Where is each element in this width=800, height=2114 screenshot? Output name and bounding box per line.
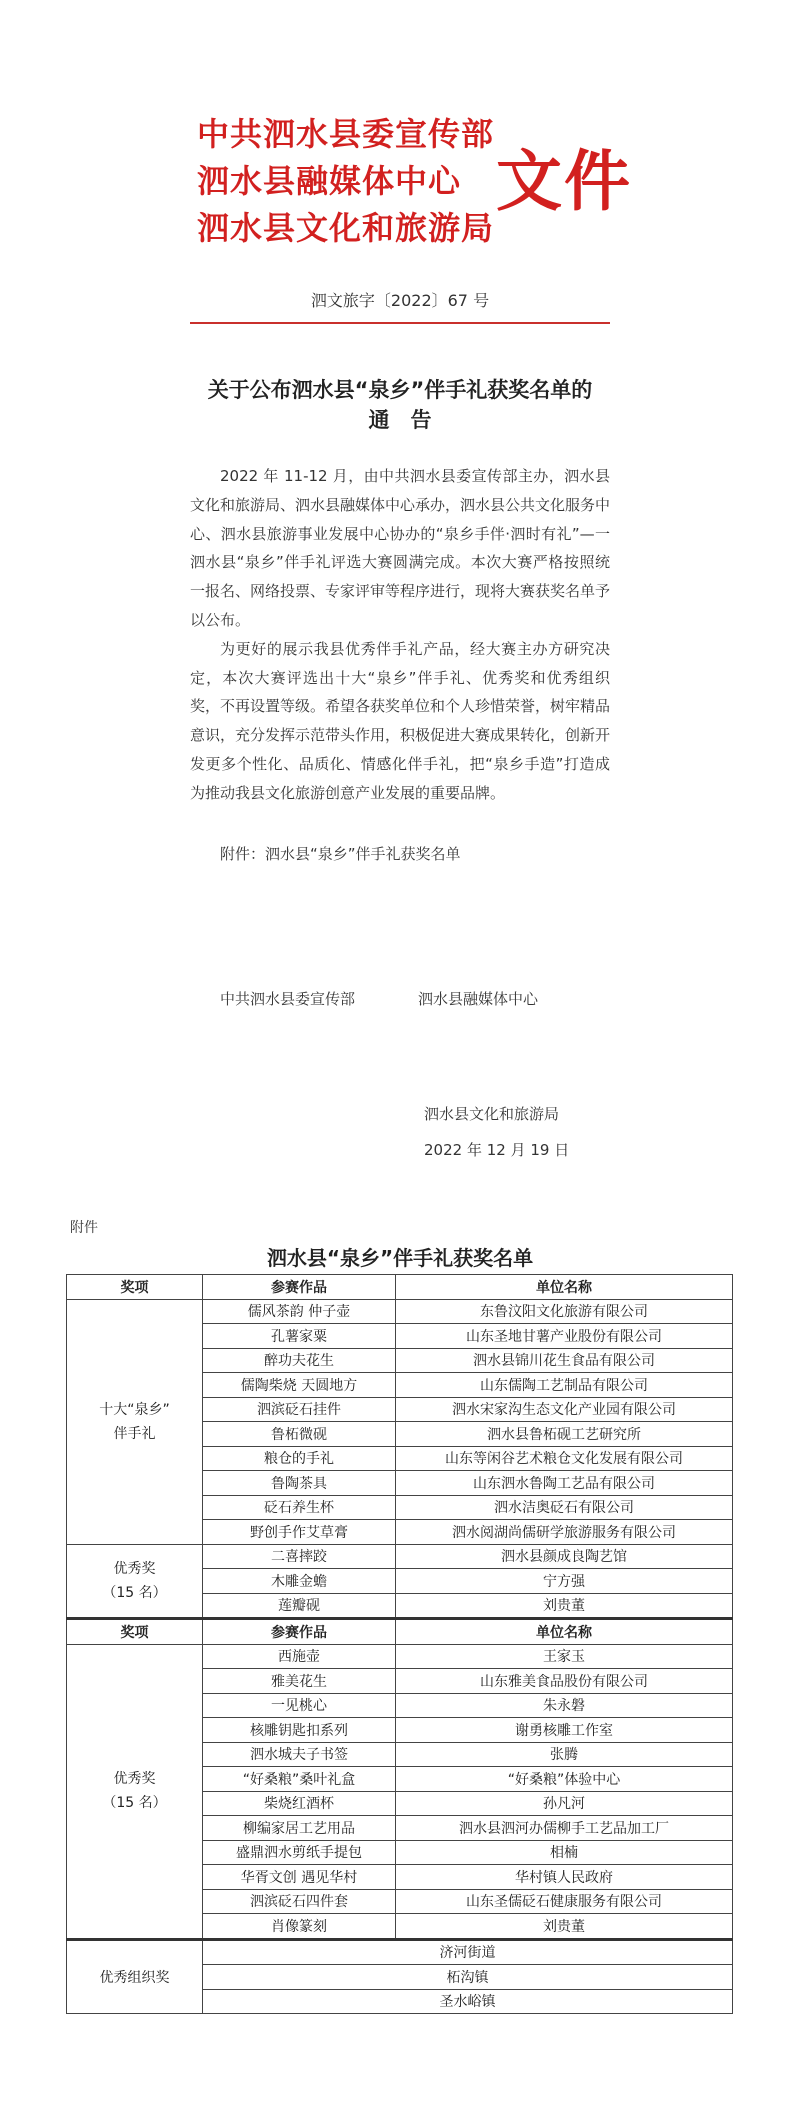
award-category-top-ten: 十大“泉乡” 伴手礼 [67,1299,203,1544]
award-category-excellent: 优秀奖 （15 名） [67,1544,203,1619]
work-cell: 泗滨砭石挂件 [203,1397,396,1422]
work-cell: 一见桃心 [203,1693,396,1718]
notice-title: 关于公布泗水县“泉乡”伴手礼获奖名单的 [207,378,593,402]
award-category-excellent: 优秀奖 （15 名） [67,1644,203,1939]
work-cell: 鲁陶茶具 [203,1471,396,1496]
unit-cell: 相楠 [396,1840,733,1865]
work-cell: 华胥文创 遇见华村 [203,1865,396,1890]
unit-cell: 泗水洁奥砭石有限公司 [396,1495,733,1520]
work-cell: 西施壶 [203,1644,396,1669]
work-cell: “好桑粮”桑叶礼盒 [203,1767,396,1792]
unit-cell: 山东雅美食品股份有限公司 [396,1669,733,1694]
attachment-label: 附件 [70,1220,98,1236]
attachment-note: 附件：泗水县“泉乡”伴手礼获奖名单 [220,845,461,863]
work-cell: 柳编家居工艺用品 [203,1816,396,1841]
unit-cell: 山东儒陶工艺制品有限公司 [396,1373,733,1398]
unit-cell: 王家玉 [396,1644,733,1669]
header-unit: 单位名称 [396,1275,733,1300]
header-work: 参赛作品 [203,1275,396,1300]
unit-cell: 华村镇人民政府 [396,1865,733,1890]
signature-date: 2022 年 12 月 19 日 [424,1141,570,1159]
unit-cell: 刘贵董 [396,1914,733,1940]
unit-cell: 山东等闲谷艺术粮仓文化发展有限公司 [396,1446,733,1471]
unit-cell: 济河街道 [203,1939,733,1965]
work-cell: 儒风茶韵 仲子壶 [203,1299,396,1324]
unit-cell: 谢勇核雕工作室 [396,1718,733,1743]
work-cell: 醉功夫花生 [203,1348,396,1373]
unit-cell: 山东圣地甘薯产业股份有限公司 [396,1324,733,1349]
work-cell: 泗水城夫子书签 [203,1742,396,1767]
issuer-name: 泗水县融媒体中心 [197,162,462,200]
unit-cell: 朱永磐 [396,1693,733,1718]
notice-title-subline: 通 告 [368,408,432,432]
unit-cell: 东鲁汶阳文化旅游有限公司 [396,1299,733,1324]
unit-cell: 孙凡河 [396,1791,733,1816]
work-cell: 鲁柘微砚 [203,1422,396,1447]
table-row [67,1939,733,1965]
unit-cell: 宁方强 [396,1569,733,1594]
award-list-table [66,1274,733,2014]
unit-cell: 柘沟镇 [203,1965,733,1990]
work-cell: 莲瓣砚 [203,1593,396,1619]
unit-cell: 张腾 [396,1742,733,1767]
unit-cell: 泗水阅湖尚儒研学旅游服务有限公司 [396,1520,733,1545]
signature-org: 泗水县文化和旅游局 [424,1105,560,1123]
red-divider-line [190,322,610,324]
signature-org: 中共泗水县委宣传部 [220,990,356,1008]
work-cell: 肖像篆刻 [203,1914,396,1940]
unit-cell: 山东泗水鲁陶工艺品有限公司 [396,1471,733,1496]
signature-org: 泗水县融媒体中心 [418,990,539,1008]
table-header-row [67,1275,733,1300]
document-number: 泗文旅字〔2022〕67 号 [310,291,490,310]
work-cell: 野创手作艾草膏 [203,1520,396,1545]
notice-body [190,462,610,808]
table-header-row [67,1619,733,1645]
work-cell: 柴烧红酒杯 [203,1791,396,1816]
unit-cell: 泗水县颜成良陶艺馆 [396,1544,733,1569]
unit-cell: “好桑粮”体验中心 [396,1767,733,1792]
work-cell: 盛鼎泗水剪纸手提包 [203,1840,396,1865]
work-cell: 砭石养生杯 [203,1495,396,1520]
work-cell: 儒陶柴烧 天圆地方 [203,1373,396,1398]
table-row [67,1544,733,1569]
work-cell: 孔薯家粟 [203,1324,396,1349]
unit-cell: 泗水县鲁柘砚工艺研究所 [396,1422,733,1447]
table-title: 泗水县“泉乡”伴手礼获奖名单 [266,1246,534,1270]
work-cell: 核雕钥匙扣系列 [203,1718,396,1743]
unit-cell: 刘贵董 [396,1593,733,1619]
work-cell: 泗滨砭石四件套 [203,1889,396,1914]
body-paragraph: 2022 年 11-12 月，由中共泗水县委宣传部主办，泗水县文化和旅游局、泗水县融媒体中心承办，泗水县公共文化服务中心、泗水县旅游事业发展中心协办的“泉乡手伴·泗时有礼”—一泗水县“泉乡”伴手礼评选大赛圆满完成。本次大赛严格按照统一报名、网络投票、专家评审等程序进行，现将大赛获奖名单予以公布。 [190,467,611,629]
document-type-title: 文件 [496,143,632,220]
issuer-name: 中共泗水县委宣传部 [197,115,495,153]
award-category-organization: 优秀组织奖 [67,1939,203,2014]
body-paragraph: 为更好的展示我县优秀伴手礼产品，经大赛主办方研究决定，本次大赛评选出十大“泉乡”伴手礼、优秀奖和优秀组织奖，不再设置等级。希望各获奖单位和个人珍惜荣誉，树牢精品意识，充分发挥示范带头作用，积极促进大赛成果转化，创新开发更多个性化、品质化、情感化伴手礼，把“泉乡手造”打造成为推动我县文化旅游创意产业发展的重要品牌。 [190,639,611,802]
unit-cell: 山东圣儒砭石健康服务有限公司 [396,1889,733,1914]
header-award: 奖项 [67,1275,203,1300]
header-award: 奖项 [67,1619,203,1645]
work-cell: 木雕金蟾 [203,1569,396,1594]
work-cell: 粮仓的手礼 [203,1446,396,1471]
header-unit: 单位名称 [396,1619,733,1645]
unit-cell: 泗水宋家沟生态文化产业园有限公司 [396,1397,733,1422]
work-cell: 二喜摔跤 [203,1544,396,1569]
unit-cell: 泗水县锦川花生食品有限公司 [396,1348,733,1373]
table-row [67,1299,733,1324]
unit-cell: 圣水峪镇 [203,1989,733,2014]
table-row [67,1644,733,1669]
issuer-name: 泗水县文化和旅游局 [197,209,495,247]
header-work: 参赛作品 [203,1619,396,1645]
work-cell: 雅美花生 [203,1669,396,1694]
unit-cell: 泗水县泗河办儒柳手工艺品加工厂 [396,1816,733,1841]
